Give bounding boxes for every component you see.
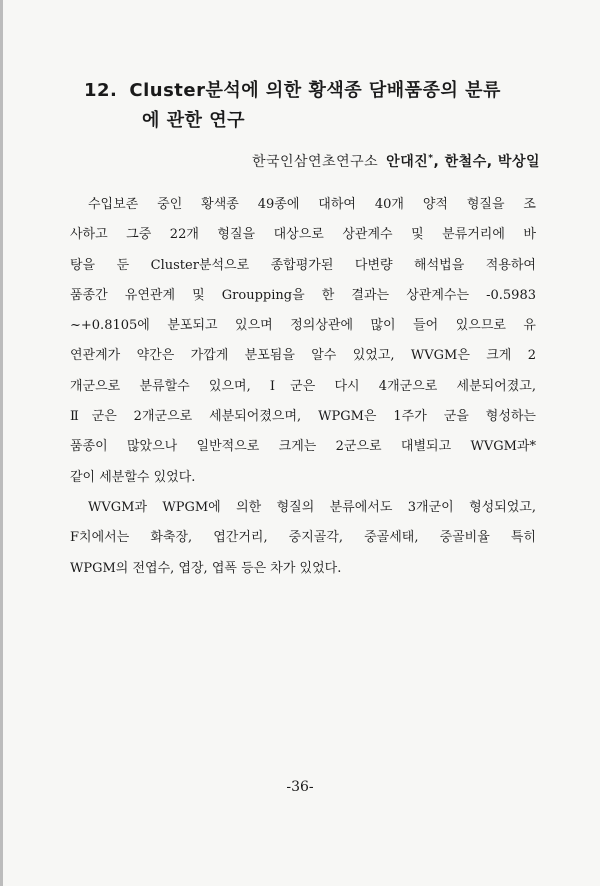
text-line: 연관계가 약간은 가깝게 분포됨을 알수 있었고, WVGM은 크게 2 <box>70 348 536 364</box>
author-names: 안대진*, 한철수, 박상일 <box>386 153 540 170</box>
title-line-2: 에 관한 연구 <box>142 110 245 131</box>
institution: 한국인삼연초연구소 <box>251 154 379 170</box>
text-line: 품종이 많았으나 일반적으로 크게는 2군으로 대별되고 WVGM과* <box>70 439 536 455</box>
page-number: -36- <box>286 779 314 795</box>
paragraph-2 <box>70 493 536 584</box>
paragraph-1 <box>70 190 536 493</box>
scan-edge <box>0 0 3 886</box>
author-line <box>252 151 540 171</box>
text-line: Ⅱ군은 2개군으로 세분되어졌으며, WPGM은 1주가 군을 형성하는 <box>70 409 536 425</box>
text-line: ~+0.8105에 분포되고 있으며 정의상관에 많이 들어 있으므로 유 <box>70 318 536 334</box>
paper-title <box>84 76 554 136</box>
text-line: 품종간 유연관계 및 Groupping을 한 결과는 상관계수는 -0.5983 <box>70 287 536 303</box>
abstract-body <box>70 190 536 584</box>
text-line: F치에서는 화축장, 엽간거리, 중지골각, 중골세태, 중골비율 특히 <box>70 530 536 546</box>
text-line: WPGM의 전엽수, 엽장, 엽폭 등은 차가 있었다. <box>70 560 342 576</box>
title-number: 12. <box>84 80 118 101</box>
title-line-1: Cluster분석에 의한 황색종 담배품종의 분류 <box>129 80 501 101</box>
text-line: 탕을 둔 Cluster분석으로 종합평가된 다변량 해석법을 적용하여 <box>70 257 536 273</box>
text-line: WVGM과 WPGM에 의한 형질의 분류에서도 3개군이 형성되었고, <box>88 499 536 515</box>
text-line: 개군으로 분류할수 있으며, Ⅰ군은 다시 4개군으로 세분되어졌고, <box>70 378 536 394</box>
author-footnote-mark: * <box>428 153 434 164</box>
text-line: 사하고 그중 22개 형질을 대상으로 상관계수 및 분류거리에 바 <box>70 227 536 243</box>
text-line: 수입보존 중인 황색종 49종에 대하여 40개 양적 형질을 조 <box>88 197 536 212</box>
text-line: 같이 세분할수 있었다. <box>70 469 196 485</box>
